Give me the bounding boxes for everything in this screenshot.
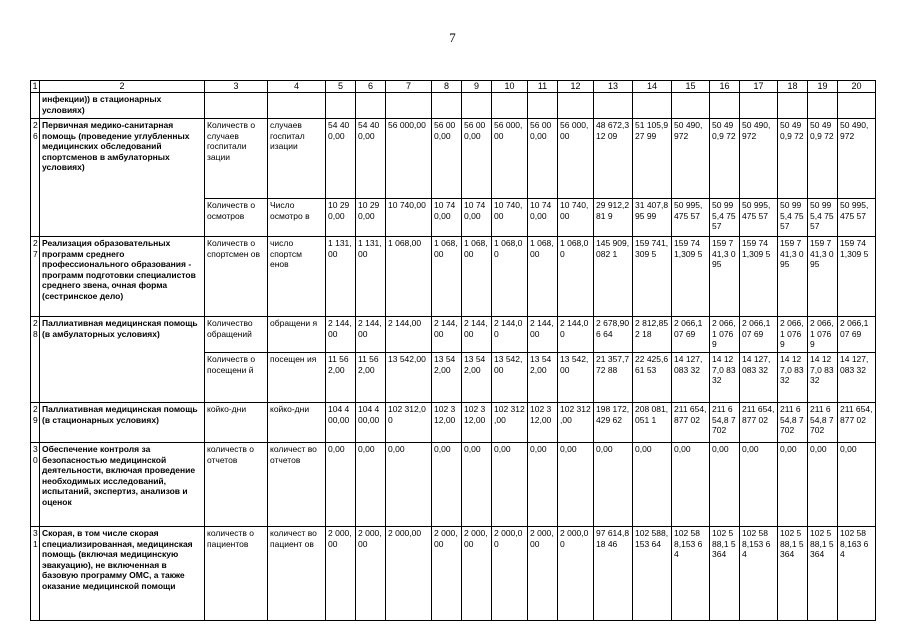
unit-type-cell: количеств о отчетов [205,443,268,527]
val-20-cell: 50 995,475 57 [838,199,876,237]
val-17-cell: 159 741,309 5 [740,237,778,317]
val-5-cell: 10 29 0,00 [326,199,356,237]
val-8-cell: 13 54 2,00 [432,353,462,403]
val-7-cell: 56 000,00 [386,119,432,199]
val-15-cell: 50 995,475 57 [672,199,710,237]
val-15-cell [672,93,710,119]
val-17-cell: 2 066,107 69 [740,317,778,353]
val-18-cell: 2 066,1 0769 [778,317,808,353]
val-14-cell: 102 588,153 64 [633,527,672,621]
val-19-cell: 159 741,3 095 [808,237,838,317]
val-18-cell [778,93,808,119]
val-5-cell: 104 4 00,00 [326,403,356,443]
val-9-cell: 2 144, 00 [462,317,492,353]
val-9-cell: 0,00 [462,443,492,527]
val-19-cell: 50 995,4 7557 [808,199,838,237]
val-9-cell [462,93,492,119]
val-9-cell: 10 74 0,00 [462,199,492,237]
val-18-cell: 50 490,9 72 [778,119,808,199]
val-14-cell: 31 407,895 99 [633,199,672,237]
val-16-cell: 0,00 [710,443,740,527]
column-header: 4 [268,81,326,93]
row-number-cell: 26 [31,119,40,237]
val-7-cell: 10 740,00 [386,199,432,237]
val-15-cell: 159 741,309 5 [672,237,710,317]
row-number-cell: 31 [31,527,40,621]
val-14-cell: 2 812,852 18 [633,317,672,353]
val-18-cell: 102 588,1 5364 [778,527,808,621]
val-11-cell: 10 74 0,00 [528,199,558,237]
service-name-cell: Паллиативная медицинская помощь (в амбулаторных условиях) [40,317,205,403]
val-15-cell: 102 588,153 64 [672,527,710,621]
val-6-cell [356,93,386,119]
val-11-cell: 2 000, 00 [528,527,558,621]
val-15-cell: 50 490,972 [672,119,710,199]
column-header: 12 [558,81,594,93]
service-name-cell: Обеспечение контроля за безопасностью медицинской деятельности, включая проведение необходимых исследований, испытаний, экспертиз, анализов и оценок [40,443,205,527]
val-20-cell: 0,00 [838,443,876,527]
val-14-cell: 159 741,309 5 [633,237,672,317]
column-header: 13 [594,81,633,93]
val-8-cell: 56 00 0,00 [432,119,462,199]
val-6-cell: 54 40 0,00 [356,119,386,199]
indicator-cell: число спортсм енов [268,237,326,317]
service-name-cell: Паллиативная медицинская помощь (в стационарных условиях) [40,403,205,443]
val-9-cell: 1 068, 00 [462,237,492,317]
val-6-cell: 11 56 2,00 [356,353,386,403]
val-17-cell: 14 127,083 32 [740,353,778,403]
val-6-cell: 2 144, 00 [356,317,386,353]
column-header: 18 [778,81,808,93]
val-13-cell: 0,00 [594,443,633,527]
val-7-cell: 102 312,0 0 [386,403,432,443]
val-7-cell [386,93,432,119]
val-12-cell: 102 312 ,00 [558,403,594,443]
val-6-cell: 10 29 0,00 [356,199,386,237]
val-5-cell: 2 144, 00 [326,317,356,353]
column-header: 3 [205,81,268,93]
val-10-cell: 13 542, 00 [492,353,528,403]
val-5-cell: 1 131, 00 [326,237,356,317]
val-18-cell: 14 127,0 8332 [778,353,808,403]
val-5-cell: 2 000, 00 [326,527,356,621]
unit-type-cell: Количеств о посещени й [205,353,268,403]
unit-type-cell: Количеств о случаев госпитали зации [205,119,268,199]
val-7-cell: 2 144,00 [386,317,432,353]
val-13-cell: 21 357,772 88 [594,353,633,403]
val-16-cell: 2 066,1 0769 [710,317,740,353]
unit-type-cell [205,93,268,119]
indicator-cell: Число осмотро в [268,199,326,237]
val-18-cell: 50 995,4 7557 [778,199,808,237]
val-11-cell: 2 144, 00 [528,317,558,353]
indicator-cell: количест во пациент ов [268,527,326,621]
val-5-cell: 54 40 0,00 [326,119,356,199]
val-8-cell: 1 068, 00 [432,237,462,317]
val-10-cell: 2 000,0 0 [492,527,528,621]
val-10-cell: 56 000, 00 [492,119,528,199]
val-11-cell: 102 3 12,00 [528,403,558,443]
val-6-cell: 104 4 00,00 [356,403,386,443]
val-8-cell: 0,00 [432,443,462,527]
val-20-cell [838,93,876,119]
val-12-cell [558,93,594,119]
service-name-cell: Скорая, в том числе скорая специализированная, медицинская помощь (включая медицинскую эвакуацию), не включенная в базовую программу ОМС, а также оказание медицинской помощи [40,527,205,621]
val-8-cell: 10 74 0,00 [432,199,462,237]
column-header: 19 [808,81,838,93]
table-row [31,527,876,621]
val-13-cell [594,93,633,119]
column-header: 10 [492,81,528,93]
val-14-cell [633,93,672,119]
val-13-cell: 97 614,818 46 [594,527,633,621]
val-9-cell: 102 3 12,00 [462,403,492,443]
val-10-cell: 2 144,0 0 [492,317,528,353]
val-12-cell: 0,00 [558,443,594,527]
val-20-cell: 159 741,309 5 [838,237,876,317]
val-8-cell: 2 144, 00 [432,317,462,353]
val-16-cell: 211 654,8 7702 [710,403,740,443]
val-18-cell: 211 654,8 7702 [778,403,808,443]
val-19-cell: 14 127,0 8332 [808,353,838,403]
service-name-cell: инфекции)) в стационарных условиях) [40,93,205,119]
row-number-cell: 29 [31,403,40,443]
val-17-cell: 50 490,972 [740,119,778,199]
page-number: 7 [449,30,456,45]
val-19-cell: 2 066,1 0769 [808,317,838,353]
data-table [30,80,876,621]
val-20-cell: 102 588,163 64 [838,527,876,621]
table-row [31,237,876,317]
column-header: 5 [326,81,356,93]
column-header: 16 [710,81,740,93]
row-number-cell: 27 [31,237,40,317]
val-14-cell: 208 081,051 1 [633,403,672,443]
val-10-cell: 1 068,0 0 [492,237,528,317]
val-12-cell: 2 000,0 0 [558,527,594,621]
table-row [31,403,876,443]
service-name-cell: Первичная медико-санитарная помощь (проведение углубленных медицинских обследований спортсменов в амбулаторных условиях) [40,119,205,237]
val-7-cell: 0,00 [386,443,432,527]
val-20-cell: 14 127,083 32 [838,353,876,403]
val-19-cell [808,93,838,119]
indicator-cell: случаев госпитал изации [268,119,326,199]
table-row [31,317,876,353]
column-header: 20 [838,81,876,93]
indicator-cell: койко-дни [268,403,326,443]
val-12-cell: 13 542, 00 [558,353,594,403]
val-16-cell [710,93,740,119]
val-17-cell: 0,00 [740,443,778,527]
val-6-cell: 1 131, 00 [356,237,386,317]
val-16-cell: 50 490,9 72 [710,119,740,199]
val-17-cell [740,93,778,119]
val-12-cell: 2 144,0 0 [558,317,594,353]
val-9-cell: 2 000, 00 [462,527,492,621]
val-10-cell [492,93,528,119]
table-row [31,443,876,527]
column-header: 17 [740,81,778,93]
val-20-cell: 211 654,877 02 [838,403,876,443]
val-5-cell: 11 56 2,00 [326,353,356,403]
val-10-cell: 0,00 [492,443,528,527]
val-13-cell: 198 172,429 62 [594,403,633,443]
val-8-cell: 2 000, 00 [432,527,462,621]
val-16-cell: 50 995,4 7557 [710,199,740,237]
row-number-cell [31,93,40,119]
service-name-cell: Реализация образовательных программ среднего профессионального образования - программ подготовки специалистов среднего звена, очная форма (сестринское дело) [40,237,205,317]
column-header: 1 [32,81,38,91]
val-12-cell: 10 740, 00 [558,199,594,237]
val-10-cell: 10 740, 00 [492,199,528,237]
column-header: 6 [356,81,386,93]
column-header: 11 [528,81,558,93]
val-16-cell: 102 588,1 5364 [710,527,740,621]
val-14-cell: 51 105,927 99 [633,119,672,199]
val-17-cell: 50 995,475 57 [740,199,778,237]
indicator-cell: количест во отчетов [268,443,326,527]
indicator-cell: обращени я [268,317,326,353]
val-10-cell: 102 312 ,00 [492,403,528,443]
val-5-cell: 0,00 [326,443,356,527]
val-15-cell: 2 066,107 69 [672,317,710,353]
column-header: 9 [462,81,492,93]
val-14-cell: 0,00 [633,443,672,527]
indicator-cell [268,93,326,119]
val-13-cell: 145 909,082 1 [594,237,633,317]
column-header: 15 [672,81,710,93]
val-6-cell: 0,00 [356,443,386,527]
unit-type-cell: количеств о пациентов [205,527,268,621]
val-13-cell: 29 912,281 9 [594,199,633,237]
val-18-cell: 159 741,3 095 [778,237,808,317]
val-16-cell: 159 741,3 095 [710,237,740,317]
unit-type-cell: Количеств о спортсмен ов [205,237,268,317]
val-11-cell: 0,00 [528,443,558,527]
unit-type-cell: Количество обращений [205,317,268,353]
val-15-cell: 14 127,083 32 [672,353,710,403]
val-7-cell: 13 542,00 [386,353,432,403]
val-20-cell: 2 066,107 69 [838,317,876,353]
val-12-cell: 56 000, 00 [558,119,594,199]
val-19-cell: 50 490,9 72 [808,119,838,199]
val-15-cell: 0,00 [672,443,710,527]
column-header: 2 [40,81,205,93]
val-7-cell: 1 068,00 [386,237,432,317]
val-13-cell: 2 678,906 64 [594,317,633,353]
val-15-cell: 211 654,877 02 [672,403,710,443]
val-14-cell: 22 425,661 53 [633,353,672,403]
table-row [31,93,876,119]
val-6-cell: 2 000, 00 [356,527,386,621]
val-11-cell: 56 00 0,00 [528,119,558,199]
val-7-cell: 2 000,00 [386,527,432,621]
val-17-cell: 102 588,153 64 [740,527,778,621]
val-8-cell: 102 3 12,00 [432,403,462,443]
val-19-cell: 0,00 [808,443,838,527]
val-8-cell [432,93,462,119]
val-5-cell [326,93,356,119]
unit-type-cell: койко-дни [205,403,268,443]
table-row [31,119,876,199]
val-12-cell: 1 068,0 0 [558,237,594,317]
val-20-cell: 50 490,972 [838,119,876,199]
val-9-cell: 56 00 0,00 [462,119,492,199]
header-row [31,81,876,93]
column-header: 8 [432,81,462,93]
row-number-cell: 28 [31,317,40,403]
row-number-cell: 30 [31,443,40,527]
val-11-cell: 13 54 2,00 [528,353,558,403]
val-17-cell: 211 654,877 02 [740,403,778,443]
val-11-cell [528,93,558,119]
val-19-cell: 211 654,8 7702 [808,403,838,443]
val-9-cell: 13 54 2,00 [462,353,492,403]
unit-type-cell: Количеств о осмотров [205,199,268,237]
column-header: 14 [633,81,672,93]
val-11-cell: 1 068, 00 [528,237,558,317]
column-header: 7 [386,81,432,93]
val-13-cell: 48 672,312 09 [594,119,633,199]
val-19-cell: 102 588,1 5364 [808,527,838,621]
val-18-cell: 0,00 [778,443,808,527]
indicator-cell: посещен ия [268,353,326,403]
val-16-cell: 14 127,0 8332 [710,353,740,403]
